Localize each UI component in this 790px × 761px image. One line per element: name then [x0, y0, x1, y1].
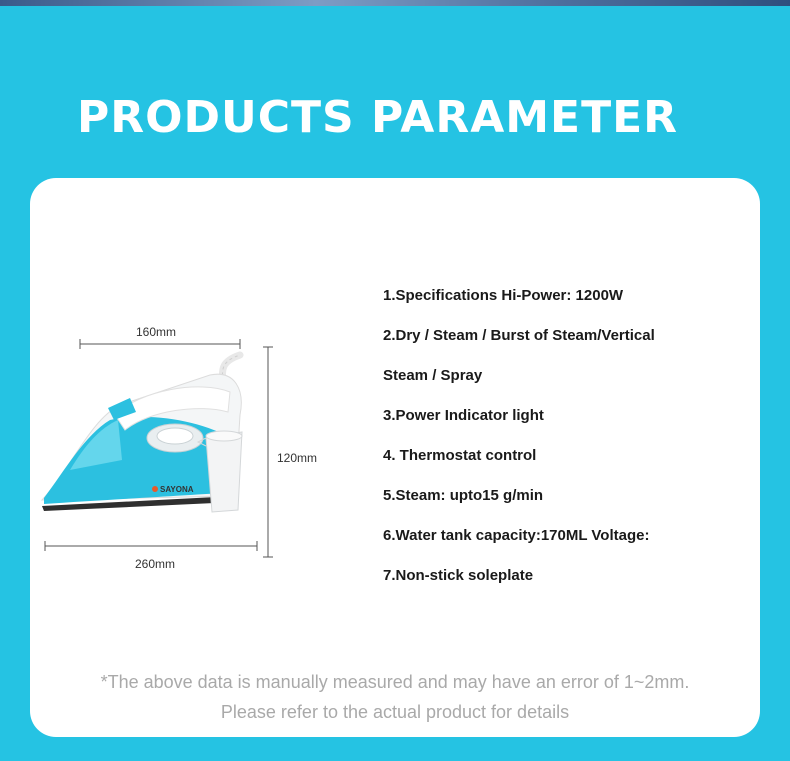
steam-iron-image — [30, 320, 270, 520]
page-title: PRODUCTS PARAMETER — [76, 92, 679, 143]
spec-item: 5.Steam: upto15 g/min — [383, 487, 544, 504]
spec-item: 1.Specifications Hi-Power: 1200W — [383, 287, 624, 304]
iron-brand-text: SAYONA — [160, 485, 194, 494]
spec-item: 4. Thermostat control — [383, 447, 537, 464]
spec-item: 2.Dry / Steam / Burst of Steam/Vertical — [383, 327, 655, 344]
dimension-top-width-label: 160mm — [136, 325, 177, 339]
spec-item: Steam / Spray — [383, 367, 483, 384]
measurement-note: *The above data is manually measured and may have an error of 1~2mm. — [100, 672, 690, 692]
spec-item: 3.Power Indicator light — [383, 407, 544, 424]
dimension-bottom-width-label: 260mm — [135, 557, 176, 571]
spec-item: 6.Water tank capacity:170ML Voltage: — [383, 527, 650, 544]
spec-list — [383, 284, 743, 604]
reference-note: Please refer to the actual product for details — [220, 702, 570, 722]
dimension-height-label: 120mm — [277, 451, 318, 465]
spec-item: 7.Non-stick soleplate — [383, 567, 534, 584]
